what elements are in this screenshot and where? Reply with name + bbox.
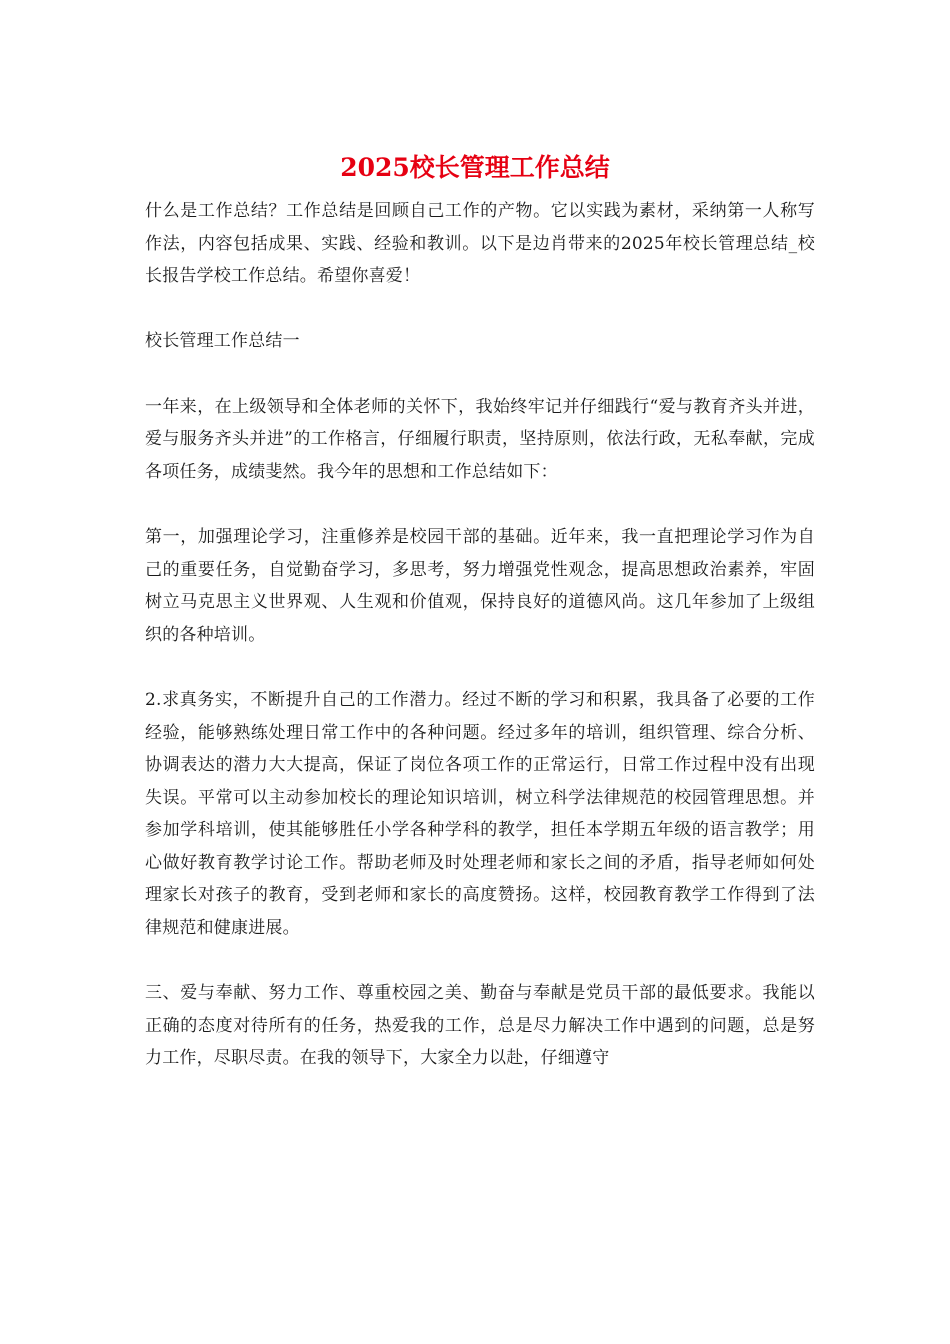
document-body bbox=[145, 195, 815, 1075]
paragraph-point-1: 第一，加强理论学习，注重修养是校园干部的基础。近年来，我一直把理论学习作为自己的重要任务，自觉勤奋学习，多思考，努力增强党性观念，提高思想政治素养，牢固树立马克思主义世界观、人生观和价值观，保持良好的道德风尚。这几年参加了上级组织的各种培训。 bbox=[145, 526, 815, 645]
document-title: 2025校长管理工作总结 bbox=[340, 153, 610, 182]
paragraph-intro: 什么是工作总结？工作总结是回顾自己工作的产物。它以实践为素材，采纳第一人称写作法，内容包括成果、实践、经验和教训。以下是边肖带来的2025年校长管理总结_校长报告学校工作总结。希望你喜爱！ bbox=[145, 201, 815, 287]
section-heading: 校长管理工作总结一 bbox=[145, 331, 300, 352]
paragraph-point-3: 三、爱与奉献、努力工作、尊重校园之美、勤奋与奉献是党员干部的最低要求。我能以正确的态度对待所有的任务，热爱我的工作，总是尽力解决工作中遇到的问题，总是努力工作，尽职尽责。在我的领导下，大家全力以赴，仔细遵守 bbox=[145, 983, 815, 1069]
paragraph-overview: 一年来，在上级领导和全体老师的关怀下，我始终牢记并仔细践行“爱与教育齐头并进，爱与服务齐头并进”的工作格言，仔细履行职责，坚持原则，依法行政，无私奉献，完成各项任务，成绩斐然。我今年的思想和工作总结如下： bbox=[145, 396, 815, 482]
paragraph-point-2: 2.求真务实，不断提升自己的工作潜力。经过不断的学习和积累，我具备了必要的工作经验，能够熟练处理日常工作中的各种问题。经过多年的培训，组织管理、综合分析、协调表达的潜力大大提高，保证了岗位各项工作的正常运行，日常工作过程中没有出现失误。平常可以主动参加校长的理论知识培训，树立科学法律规范的校园管理思想。并参加学科培训，使其能够胜任小学各种学科的教学，担任本学期五年级的语言教学；用心做好教育教学讨论工作。帮助老师及时处理老师和家长之间的矛盾，指导老师如何处理家长对孩子的教育，受到老师和家长的高度赞扬。这样，校园教育教学工作得到了法律规范和健康进展。 bbox=[145, 689, 815, 939]
